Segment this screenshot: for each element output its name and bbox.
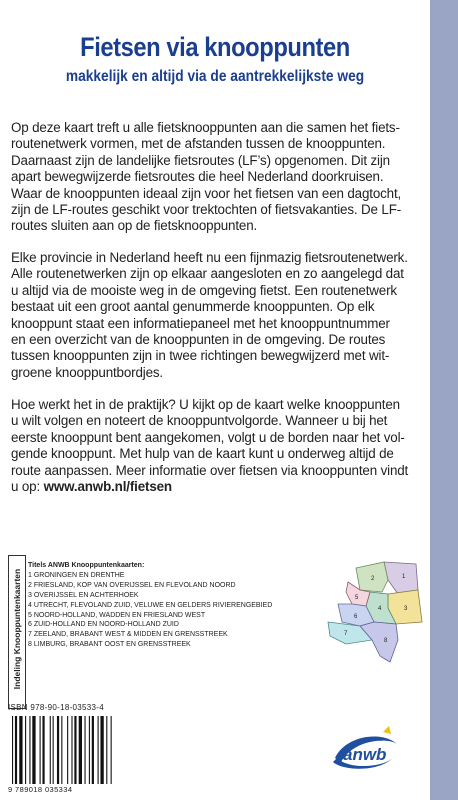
text-line: Hoe werkt het in de praktijk? U kijkt op de kaart welke knooppunten <box>11 397 400 412</box>
barcode-bar <box>92 716 94 784</box>
list-item: 8 LIMBURG, BRABANT OOST EN GRENSSTREEK <box>28 641 191 649</box>
text-line: Waar de knooppunten ideaal zijn voor het fietsen van een dagtocht, <box>11 185 402 201</box>
map-label-5: 5 <box>355 595 359 601</box>
text-line: zijn de LF-routes geschikt voor trektochten of fietsvakanties. De LF- <box>11 202 402 218</box>
barcode-bar <box>32 716 35 784</box>
text-line: u altijd via de mooiste weg in de omgeving fietst. Een routenetwerk <box>11 282 397 298</box>
map-label-3: 3 <box>404 606 408 612</box>
barcode-bar <box>19 716 22 784</box>
barcode-bar <box>40 716 41 784</box>
text-line: routes sluiten aan op de fietsknooppunten. <box>11 218 258 234</box>
text-line: Daarnaast zijn de landelijke fietsroutes (LF’s) opgenomen. Dit zijn <box>11 152 390 168</box>
text-line: bestaat uit een groot aantal genummerde knooppunten. Op elk <box>11 299 375 315</box>
list-item: 6 ZUID-HOLLAND EN NOORD-HOLLAND ZUID <box>28 621 179 629</box>
map-label-8: 8 <box>384 638 388 644</box>
url-prefix: u op: <box>11 479 44 495</box>
page-title: Fietsen via knooppunten <box>80 32 350 62</box>
text-line: u wilt volgen en noteert de knooppuntvolgorde. Wanneer u bij het <box>11 413 388 429</box>
barcode-bar <box>85 716 86 784</box>
list-item: 1 GRONINGEN EN DRENTHE <box>28 571 125 579</box>
list-item: 3 OVERIJSSEL EN ACHTERHOEK <box>28 591 139 599</box>
barcode-bar <box>57 716 59 784</box>
index-vertical-label: Indeling Knooppuntenkaarten <box>12 568 22 690</box>
map-label-1: 1 <box>402 574 406 580</box>
barcode-bar <box>29 716 30 784</box>
barcode-bar <box>74 716 76 784</box>
logo-wordmark: anwb <box>343 745 387 764</box>
index-map <box>326 560 424 664</box>
text-line: route aanpassen. Meer informatie over fietsen via knooppunten vindt <box>11 462 409 478</box>
isbn-number: ISBN 978-90-18-03533-4 <box>8 703 104 712</box>
list-item: 5 NOORD-HOLLAND, WADDEN EN FRIESLAND WEST <box>28 611 206 619</box>
map-region-1 <box>384 562 418 594</box>
text-line: groene knooppuntbordjes. <box>11 364 164 380</box>
text-line: knooppunt staat een informatiepaneel met het knooppuntnummer <box>11 315 390 331</box>
barcode-bar <box>89 716 90 784</box>
paragraph-network <box>11 250 427 381</box>
map-label-6: 6 <box>354 614 358 620</box>
barcode-bar <box>111 716 112 784</box>
barcode-bar <box>15 716 17 784</box>
text-line: Op deze kaart treft u alle fietsknooppunten aan die samen het fiets- <box>11 120 400 135</box>
barcode-bar <box>67 716 68 784</box>
page-subtitle: makkelijk en altijd via de aantrekkelijkste weg <box>65 68 365 85</box>
text-line: eerste knooppunt bent aangekomen, volgt u de borden naar het vol- <box>11 429 405 445</box>
index-label-box <box>8 555 26 709</box>
paragraph-intro <box>11 120 427 235</box>
map-region-8 <box>360 622 398 662</box>
barcode-bar <box>71 716 72 784</box>
index-heading: Titels ANWB Knooppuntenkaarten: <box>28 562 145 569</box>
text-line: Alle routenetwerken zijn op elkaar aangesloten en zo aangelegd dat <box>11 266 404 282</box>
barcode-bar <box>61 716 62 784</box>
website-link[interactable]: www.anwb.nl/fietsen <box>43 479 172 495</box>
barcode-bar <box>98 716 99 784</box>
text-line-last <box>11 479 427 495</box>
text-line: en een overzicht van de knooppunten in de omgeving. De routes <box>11 332 386 348</box>
barcode-bar <box>50 716 51 784</box>
barcode-bar <box>25 716 26 784</box>
barcode-bar <box>12 716 13 784</box>
barcode-bar <box>79 716 82 784</box>
text-line: gende knooppunt. Met hulp van de kaart kunt u onderweg altijd de <box>11 446 394 462</box>
map-label-4: 4 <box>378 606 382 612</box>
list-item: 2 FRIESLAND, KOP VAN OVERIJSSEL EN FLEVOLAND NOORD <box>28 581 236 589</box>
barcode-bar <box>106 716 107 784</box>
barcode-digits: 9 789018 035334 <box>8 785 73 794</box>
text-line: apart bewegwijzerde fietsroutes die heel Nederland doorkruisen. <box>11 169 384 185</box>
list-item: 4 UTRECHT, FLEVOLAND ZUID, VELUWE EN GELDERS RIVIERENGEBIED <box>28 601 273 609</box>
index-list <box>28 561 272 650</box>
list-item: 7 ZEELAND, BRABANT WEST & MIDDEN EN GRENSSTREEK <box>28 631 228 639</box>
text-line: tussen knooppunten zijn in twee richtingen bewegwijzerd met wit- <box>11 348 390 364</box>
text-line: Elke provincie in Nederland heeft nu een fijnmazig fietsroutenetwerk. <box>11 250 408 265</box>
text-line: routenetwerk vormen, met de afstanden tussen de knooppunten. <box>11 136 386 152</box>
anwb-logo <box>327 722 403 782</box>
map-label-2: 2 <box>371 576 375 582</box>
barcode <box>8 716 148 784</box>
map-label-7: 7 <box>344 631 348 637</box>
spine-strip <box>430 0 458 800</box>
barcode-bar <box>42 716 44 784</box>
barcode-bar <box>100 716 103 784</box>
barcode-bar <box>53 716 54 784</box>
paragraph-practice <box>11 397 427 495</box>
